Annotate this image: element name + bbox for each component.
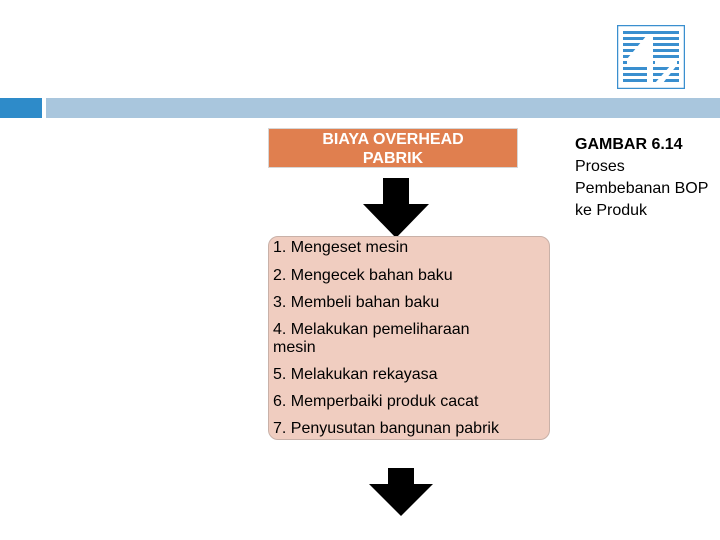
down-arrow-icon <box>369 468 433 516</box>
figure-caption-label: GAMBAR 6.14 <box>575 136 683 153</box>
list-item: 4. Melakukan pemeliharaan mesin <box>273 321 470 356</box>
list-item: 3. Membeli bahan baku <box>273 294 440 311</box>
list-item: 6. Memperbaiki produk cacat <box>273 393 479 410</box>
list-item: 1. Mengeset mesin <box>273 239 409 256</box>
publisher-logo-icon <box>617 25 685 89</box>
down-arrow-icon <box>363 178 429 238</box>
overhead-cost-header <box>268 128 518 168</box>
top-accent-bar-dark <box>0 98 42 118</box>
list-item: 2. Mengecek bahan baku <box>273 267 453 284</box>
top-accent-bar-light <box>46 98 720 118</box>
list-item: 5. Melakukan rekayasa <box>273 366 438 383</box>
figure-caption <box>575 134 715 222</box>
header-line-2: PABRIK <box>362 150 424 167</box>
activity-list-box <box>268 236 550 440</box>
list-item: 7. Penyusutan bangunan pabrik <box>273 420 499 437</box>
figure-caption-text: Proses Pembebanan BOP ke Produk <box>575 158 709 219</box>
header-line-1: BIAYA OVERHEAD <box>322 131 464 148</box>
